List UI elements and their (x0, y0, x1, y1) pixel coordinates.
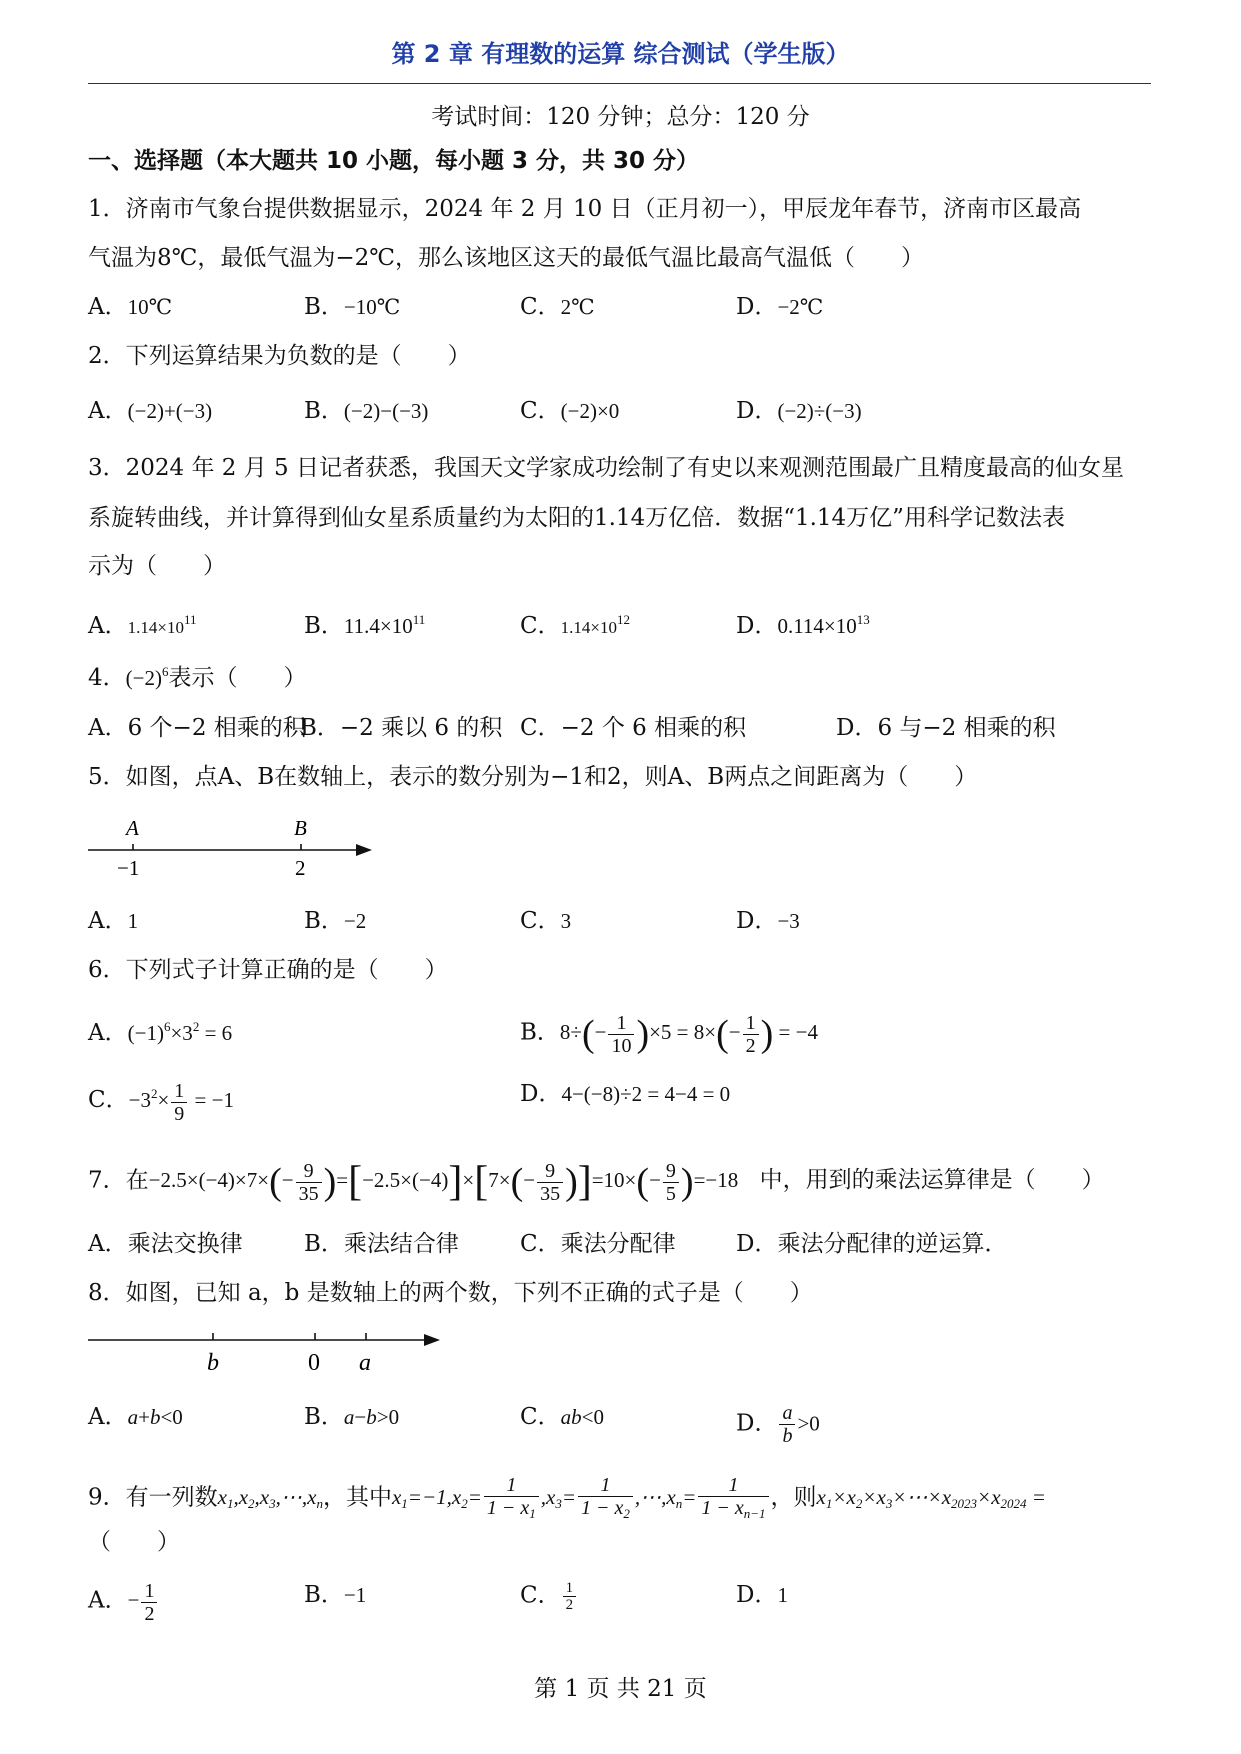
q9-option-d: D．1 (736, 1582, 788, 1608)
q1-option-c: C．2℃ (520, 294, 595, 320)
q3-text-line2: 系旋转曲线，并计算得到仙女星系质量约为太阳的1.14万亿倍．数据“1.14万亿”用科学记数法表 (88, 505, 1065, 531)
q3-option-c: C．$1.14\times 10^{12}$ (520, 612, 630, 639)
q9-text: 9．有一列数$x_1,x_2,x_3,\cdots,x_n$，其中$x_1=-1,x_2=$ $\frac{1}{1 - x_1}$ $,x_3=$ $\frac{1}{1 - x_2}$ $,\cdots,x_n=$ $\frac{1}{1 - x_{n-1}}$ ，则$x_1\times x_2\times x_3\times\cdots\times x_{2023}\times x_{2024}$ = (88, 1474, 1046, 1521)
q8-option-d: D． $\frac{a}{b}$ >0 (736, 1402, 820, 1447)
section-heading: 一、选择题（本大题共 10 小题，每小题 3 分，共 30 分） (88, 148, 700, 174)
q8-axis-arrow (424, 1334, 440, 1346)
q8-d-expr: $\frac{a}{b}$ (779, 1402, 795, 1447)
q8-label-0: 0 (308, 1350, 320, 1376)
q8-a-expr: a (127, 1405, 139, 1429)
q5-text: 5．如图，点A、B在数轴上，表示的数分别为−1和2，则A、B两点之间距离为（ ） (88, 764, 978, 790)
q8-option-b: B．a−b>0 (304, 1404, 400, 1430)
q6-b-expr: 8÷(− $\frac{1}{10}$ )×5 = 8×(− $\frac{1}{2}$ ) = −4 (559, 1012, 818, 1057)
q6-a-expr: $(-1)^6\times 3^2 = 6$ (127, 1019, 233, 1045)
q2-option-a: A．(−2)+(−3) (88, 398, 213, 424)
q4-option-d: D．6 与−2 相乘的积 (836, 715, 1056, 741)
q1-option-a: A．10℃ (88, 294, 173, 320)
q5-label-b: B (294, 816, 307, 840)
q1-option-d: D．−2℃ (736, 294, 824, 320)
q6-c-expr: $-3^2\times$ $\frac{1}{9}$ = −1 (128, 1079, 234, 1125)
q8-b-expr: a (343, 1405, 355, 1429)
q7-option-d: D．乘法分配律的逆运算． (736, 1231, 1008, 1257)
q4-text: 4．$(-2)^6$表示（ ） (88, 664, 307, 691)
q4-option-a: A．6 个−2 相乘的积 (88, 715, 306, 741)
q7-text: 7．在−2.5×(−4)×7×(− $\frac{9}{35}$ )=[−2.5×(−4)]×[7×(− $\frac{9}{35}$ )]=10×(− $\frac{9}{5}$ )=−18 中，用到的乘法运算律是（ ） (88, 1159, 1105, 1206)
q9-sequence: $x_1,x_2,x_3,\cdots,x_n$ (217, 1485, 323, 1512)
q9-a-expr: − $\frac{1}{2}$ (128, 1588, 160, 1612)
q5-label-a: A (126, 816, 139, 840)
q1-option-b: B．−10℃ (304, 294, 401, 320)
q4-option-b: B．−2 乘以 6 的积 (300, 715, 503, 741)
q8-label-a: a (359, 1350, 371, 1376)
q4-option-c: C．−2 个 6 相乘的积 (520, 715, 747, 741)
q8-text: 8．如图，已知 a，b 是数轴上的两个数，下列不正确的式子是（ ） (88, 1280, 813, 1306)
q9-product: $x_1\times x_2\times x_3\times\cdots\times x_{2023}\times x_{2024}$ = (816, 1485, 1046, 1512)
header-divider (88, 83, 1151, 84)
q8-number-line-figure (88, 1322, 448, 1382)
q6-option-b: B．8÷(− $\frac{1}{10}$ )×5 = 8×(− $\frac{1}{2}$ ) = −4 (520, 1012, 818, 1057)
page-title: 第 2 章 有理数的运算 综合测试（学生版） (391, 40, 850, 68)
q5-option-c: C．3 (520, 908, 572, 934)
q8-label-b: b (207, 1350, 219, 1376)
q2-option-d: D．(−2)÷(−3) (736, 398, 862, 424)
q9-option-c: C． $\frac{1}{2}$ (520, 1580, 578, 1613)
q5-option-a: A．1 (88, 908, 139, 934)
q2-option-b: B．(−2)−(−3) (304, 398, 429, 424)
q9-option-a: A．− $\frac{1}{2}$ (88, 1580, 159, 1625)
q2-text: 2．下列运算结果为负数的是（ ） (88, 343, 471, 369)
q6-option-d: D．4−(−8)÷2 = 4−4 = 0 (520, 1081, 731, 1107)
page-footer: 第 1 页 共 21 页 (534, 1676, 707, 1702)
q7-option-b: B．乘法结合律 (304, 1231, 459, 1257)
q5-option-b: B．−2 (304, 908, 367, 934)
q3-option-d: D．$0.114\times 10^{13}$ (736, 612, 870, 639)
q7-expression: −2.5×(−4)×7×(− $\frac{9}{35}$ )=[−2.5×(−4)]×[7×(− $\frac{9}{35}$ )]=10×(− $\frac{9}{5}$ )=−18 (148, 1159, 739, 1206)
q1-text-line1: 1．济南市气象台提供数据显示，2024 年 2 月 10 日（正月初一），甲辰龙年春节，济南市区最高 (88, 196, 1082, 222)
q2-option-c: C．(−2)×0 (520, 398, 620, 424)
q9-definition: $x_1=-1,x_2=$ $\frac{1}{1 - x_1}$ $,x_3=$ $\frac{1}{1 - x_2}$ $,\cdots,x_n=$ $\frac{1}{1 - x_{n-1}}$ (392, 1485, 771, 1509)
q8-option-a: A．a+b<0 (88, 1404, 183, 1430)
q5-value-a: −1 (117, 856, 140, 880)
q5-axis-arrow (356, 844, 372, 856)
q5-number-line-figure (88, 815, 388, 895)
q3-option-a: A．$1.14\times 10^{11}$ (88, 612, 197, 639)
q9-answer-paren: （ ） (88, 1529, 180, 1555)
q3-text-line3: 示为（ ） (88, 553, 226, 579)
q8-option-c: C．ab<0 (520, 1404, 604, 1430)
q3-text-line1: 3．2024 年 2 月 5 日记者获悉，我国天文学家成功绘制了有史以来观测范围最广且精度最高的仙女星 (88, 455, 1124, 481)
q5-option-d: D．−3 (736, 908, 800, 934)
q6-option-a: A．$(-1)^6\times 3^2 = 6$ (88, 1019, 233, 1046)
q6-d-expr: 4−(−8)÷2 = 4−4 = 0 (561, 1082, 731, 1106)
q5-value-b: 2 (295, 856, 306, 880)
q6-text: 6．下列式子计算正确的是（ ） (88, 957, 448, 983)
q7-option-a: A．乘法交换律 (88, 1231, 243, 1257)
q3-option-b: B．$11.4\times 10^{11}$ (304, 612, 426, 639)
q9-c-expr: $\frac{1}{2}$ (563, 1580, 577, 1613)
q7-option-c: C．乘法分配律 (520, 1231, 676, 1257)
q8-c-expr: ab (560, 1405, 582, 1429)
q1-text-line2: 气温为8℃，最低气温为−2℃，那么该地区这天的最低气温比最高气温低（ ） (88, 245, 924, 271)
q9-option-b: B．−1 (304, 1582, 367, 1608)
q6-option-c: C．$-3^2\times$ $\frac{1}{9}$ = −1 (88, 1079, 234, 1125)
exam-info: 考试时间：120 分钟；总分：120 分 (431, 104, 810, 130)
